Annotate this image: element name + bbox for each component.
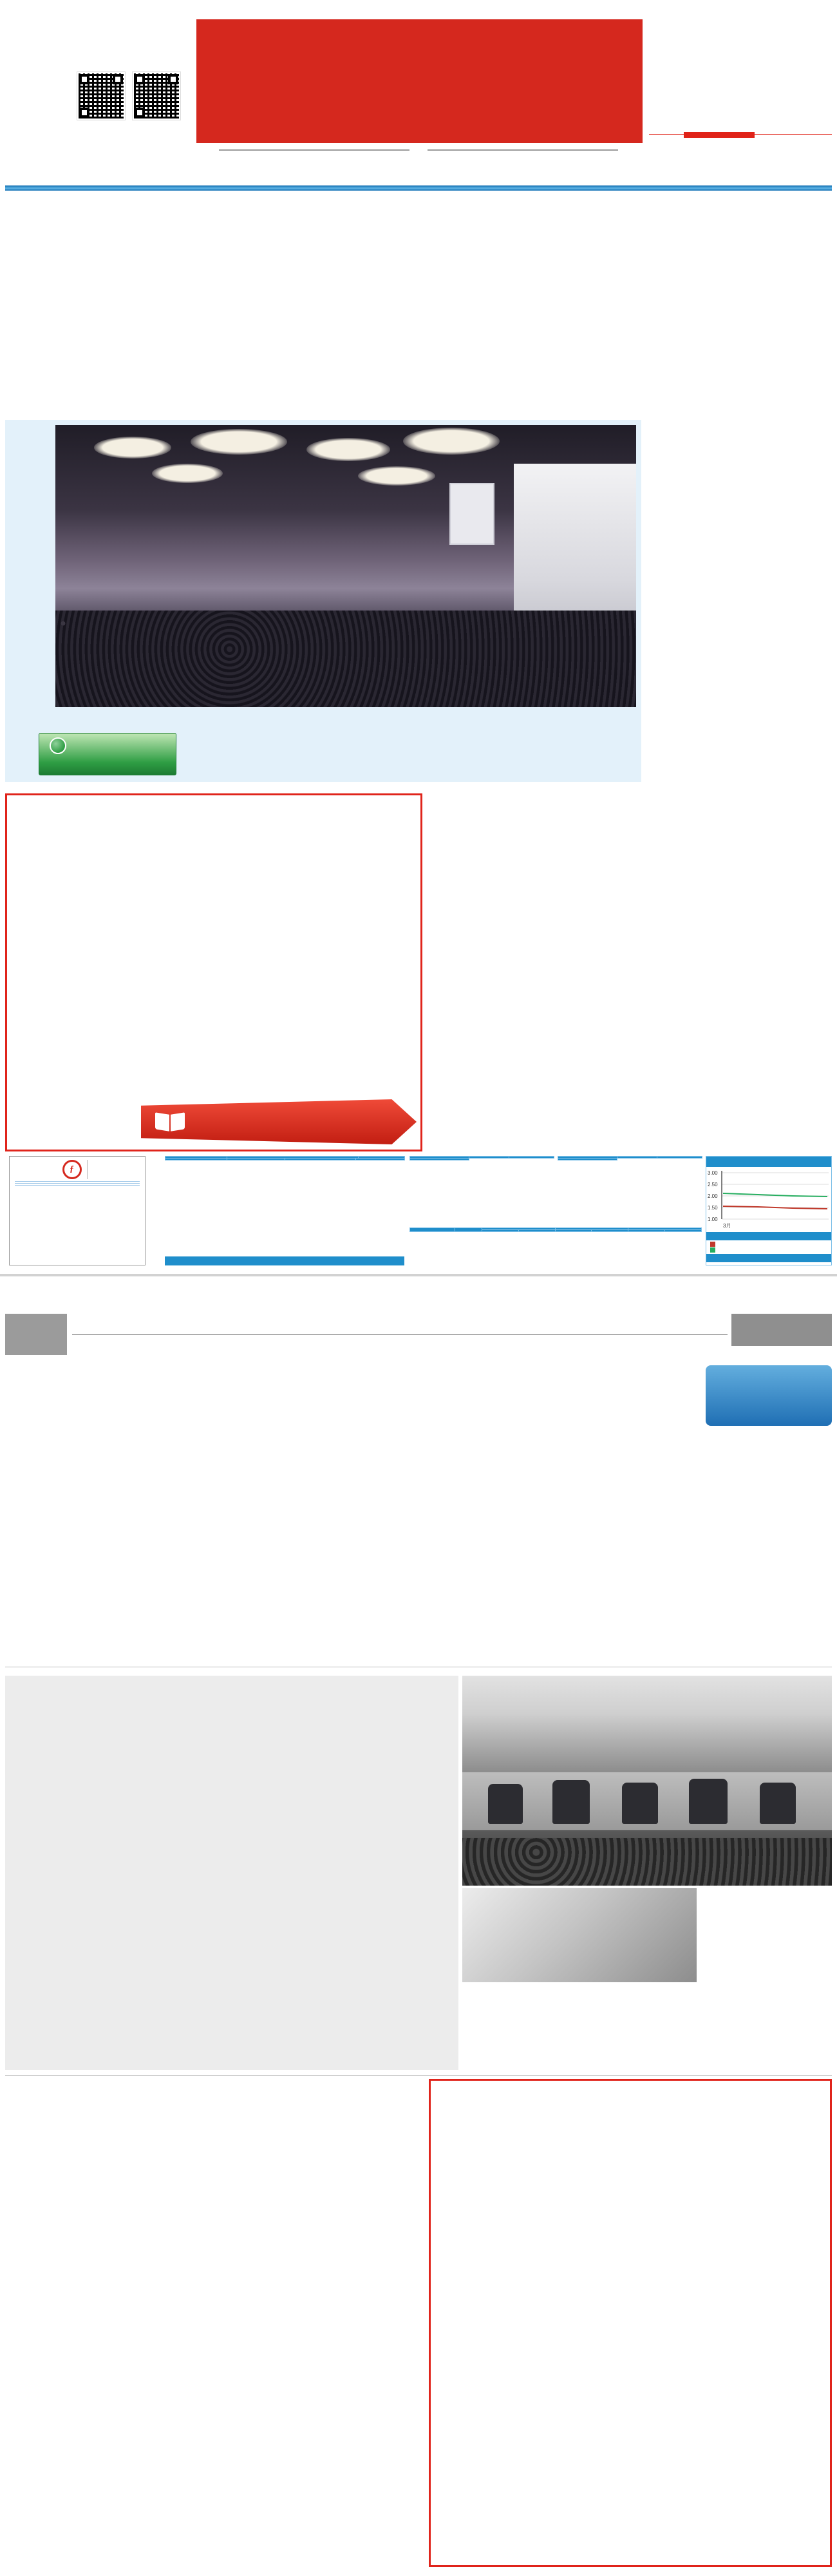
photo-meeting-title xyxy=(641,1686,822,1689)
yield-chart xyxy=(706,1167,831,1229)
audience-rows xyxy=(462,1838,832,1886)
focus-badge-p2 xyxy=(706,1365,832,1426)
dateline-bar xyxy=(684,132,755,138)
swap-fx-table xyxy=(165,1156,404,1160)
commentary-panel xyxy=(5,1676,458,2070)
chart-source xyxy=(706,1254,831,1262)
imprint-legal xyxy=(15,1185,140,1186)
continuation-body xyxy=(442,2094,818,2519)
right-article1-body xyxy=(649,255,832,546)
lpr-ciror-table xyxy=(409,1156,554,1160)
masthead-logo xyxy=(196,19,643,143)
treasury-legend-swatch xyxy=(710,1242,715,1247)
section-divider-2 xyxy=(5,2075,832,2076)
opinion-box-left xyxy=(5,793,422,1151)
fx-swap-points-table xyxy=(409,1227,702,1232)
venue-photo xyxy=(462,1888,697,1982)
panelist-silhouette xyxy=(760,1783,796,1824)
dr-shibor-table xyxy=(558,1156,702,1160)
box-right-body xyxy=(437,813,632,1068)
svg-text:2.00: 2.00 xyxy=(708,1193,718,1199)
imprint-box xyxy=(9,1156,146,1265)
rates-source xyxy=(165,1256,404,1265)
lead-article-body xyxy=(6,267,640,417)
legend-title xyxy=(706,1232,831,1240)
right-article2-body xyxy=(649,604,832,1150)
svg-text:2.50: 2.50 xyxy=(708,1182,718,1188)
yield-chart-box xyxy=(706,1156,832,1265)
header-rule-p2 xyxy=(72,1334,728,1335)
svg-text:1.00: 1.00 xyxy=(708,1217,718,1222)
forum-photo xyxy=(55,425,636,707)
study-promo-banner xyxy=(141,1099,417,1144)
box-left-body xyxy=(21,813,406,1018)
audience-crowd xyxy=(55,611,636,707)
photo-caption xyxy=(67,711,636,723)
legend-item-treasury xyxy=(706,1240,831,1247)
chart-title xyxy=(706,1157,831,1167)
panelist-silhouette xyxy=(488,1784,523,1824)
page-number-box xyxy=(5,1314,67,1355)
header-divider-bar xyxy=(5,185,832,191)
photo-captions-p2 xyxy=(706,1901,832,1906)
panel-photo xyxy=(462,1676,832,1886)
continuation-box xyxy=(429,2079,832,2567)
book-icon xyxy=(155,1112,185,1132)
phoenix-logo: ƒ xyxy=(62,1160,82,1179)
picc-body xyxy=(6,2133,424,2566)
focus-badge-p1 xyxy=(39,733,176,775)
corp-legend-swatch xyxy=(710,1247,715,1253)
masthead-en xyxy=(219,149,618,151)
qr-code-wechat xyxy=(133,72,180,120)
p2-lead-body xyxy=(6,1463,697,1655)
opinion-box-right xyxy=(428,793,641,1151)
panelist-silhouette xyxy=(622,1783,658,1824)
page-break-rule xyxy=(0,1274,837,1276)
lead-headline xyxy=(5,201,641,255)
panelist-silhouette xyxy=(552,1780,590,1824)
svg-text:3.00: 3.00 xyxy=(708,1170,718,1176)
legend-item-corp xyxy=(706,1247,831,1253)
page2-logo-box xyxy=(731,1314,832,1346)
svg-text:1.50: 1.50 xyxy=(708,1205,718,1211)
svg-text:3月: 3月 xyxy=(723,1223,731,1229)
imprint-editor xyxy=(15,1181,140,1184)
qr-code-weibo xyxy=(77,72,125,120)
panelist-silhouette xyxy=(689,1779,728,1824)
commentary-body xyxy=(24,1699,439,2008)
p2-lead-body-col5 xyxy=(706,1437,832,1655)
side-screen xyxy=(449,483,494,545)
globe-icon xyxy=(50,737,66,754)
